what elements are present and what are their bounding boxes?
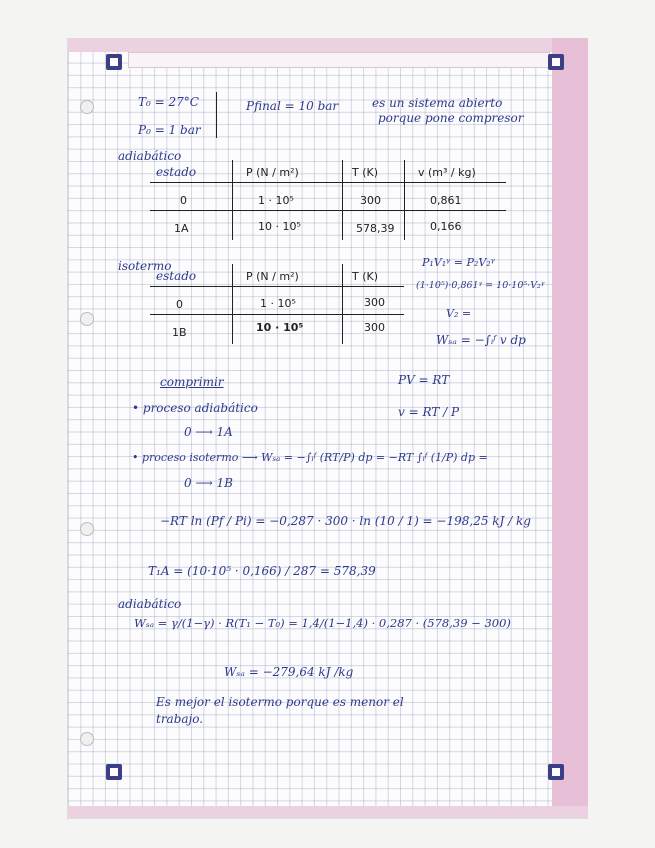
given-pfinal: Pfinal = 10 bar: [246, 99, 339, 113]
binder-hole-icon: [80, 732, 94, 746]
table1-cell: 0: [180, 194, 187, 207]
table1-cell: 578,39: [356, 222, 395, 235]
corner-logo-icon: [548, 54, 564, 70]
table1-cell: 1A: [174, 222, 189, 235]
table2-divider: [342, 264, 343, 344]
specific-volume-eq: v = RT / P: [398, 405, 460, 419]
side-eq-1: P₁V₁ᵞ = P₂V₂ᵞ: [422, 256, 495, 269]
page-bottom-border: [68, 806, 588, 818]
section-heading: comprimir: [160, 375, 224, 389]
note-line-2: porque pone compresor: [378, 111, 524, 125]
notebook-logo-icon: [106, 54, 122, 70]
table2-divider: [232, 264, 233, 344]
table1-rule: [150, 210, 506, 211]
note-line-1: es un sistema abierto: [372, 96, 503, 110]
table2-header: T (K): [352, 270, 379, 283]
adiabatic-path: 0 ⟶ 1A: [184, 425, 233, 439]
given-bracket: [216, 92, 217, 138]
adiabatic-label: adiabático: [118, 597, 182, 611]
adiabatic-bullet: • proceso adiabático: [132, 401, 258, 415]
page-top-border: [68, 38, 588, 52]
table2-rule: [150, 286, 404, 287]
table1-divider: [342, 160, 343, 240]
given-p0: P₀ = 1 bar: [138, 123, 201, 137]
conclusion-line-1: Es mejor el isotermo porque es menor el: [156, 695, 404, 709]
conclusion-line-2: trabajo.: [156, 712, 204, 726]
table2-title: isotermo: [118, 259, 172, 273]
isothermal-path: 0 ⟶ 1B: [184, 476, 233, 490]
isothermal-bullet: • proceso isotermo ⟶ Wₛₐ = −∫ᵢᶠ (RT/P) dp = −RT ∫ᵢᶠ (1/P) dp =: [132, 451, 488, 464]
page-right-border: [552, 38, 588, 818]
table1-title: adiabático: [118, 149, 182, 163]
binder-hole-icon: [80, 522, 94, 536]
table2-cell: 10 · 10⁵: [256, 321, 304, 334]
isothermal-work-calc: −RT ln (Pf / Pi) = −0,287 · 300 · ln (10 / 1) = −198,25 kJ / kg: [160, 514, 531, 528]
table1-rule: [150, 182, 506, 183]
notebook-logo-icon: [548, 764, 564, 780]
side-eq-2: (1·10⁵)·0,861ᵞ = 10·10⁵·V₂ᵞ: [416, 280, 545, 291]
table1-cell: 300: [360, 194, 381, 207]
t1a-calc: T₁A = (10·10⁵ · 0,166) / 287 = 578,39: [148, 564, 376, 578]
table1-header: estado: [156, 165, 197, 179]
table1-header: T (K): [352, 166, 379, 179]
adiabatic-work-result: Wₛₐ = −279,64 kJ /kg: [224, 665, 354, 679]
table1-cell: 1 · 10⁵: [258, 194, 294, 207]
page-header-bar: [128, 52, 550, 68]
given-t0: T₀ = 27°C: [138, 95, 199, 109]
table2-cell: 1B: [172, 326, 187, 339]
table1-cell: 10 · 10⁵: [258, 220, 301, 233]
side-eq-3: V₂ =: [446, 307, 472, 320]
table2-header: P (N / m²): [246, 270, 299, 283]
ideal-gas-eq: PV = RT: [398, 373, 450, 387]
table1-cell: 0,166: [430, 220, 462, 233]
notebook-logo-icon: [106, 764, 122, 780]
table2-rule: [150, 314, 404, 315]
table1-divider: [404, 160, 405, 240]
table2-header: estado: [156, 269, 197, 283]
table2-cell: 1 · 10⁵: [260, 297, 296, 310]
table2-cell: 300: [364, 321, 385, 334]
binder-hole-icon: [80, 100, 94, 114]
table2-cell: 0: [176, 298, 183, 311]
side-eq-4: Wₛₐ = −∫ᵢᶠ v dp: [436, 333, 526, 347]
table1-header: v (m³ / kg): [418, 166, 476, 179]
table2-cell: 300: [364, 296, 385, 309]
adiabatic-work-formula: Wₛₐ = γ/(1−γ) · R(T₁ − T₀) = 1,4/(1−1,4) · 0,287 · (578,39 − 300): [134, 616, 511, 630]
table1-divider: [232, 160, 233, 240]
binder-hole-icon: [80, 312, 94, 326]
table1-cell: 0,861: [430, 194, 462, 207]
table1-header: P (N / m²): [246, 166, 299, 179]
